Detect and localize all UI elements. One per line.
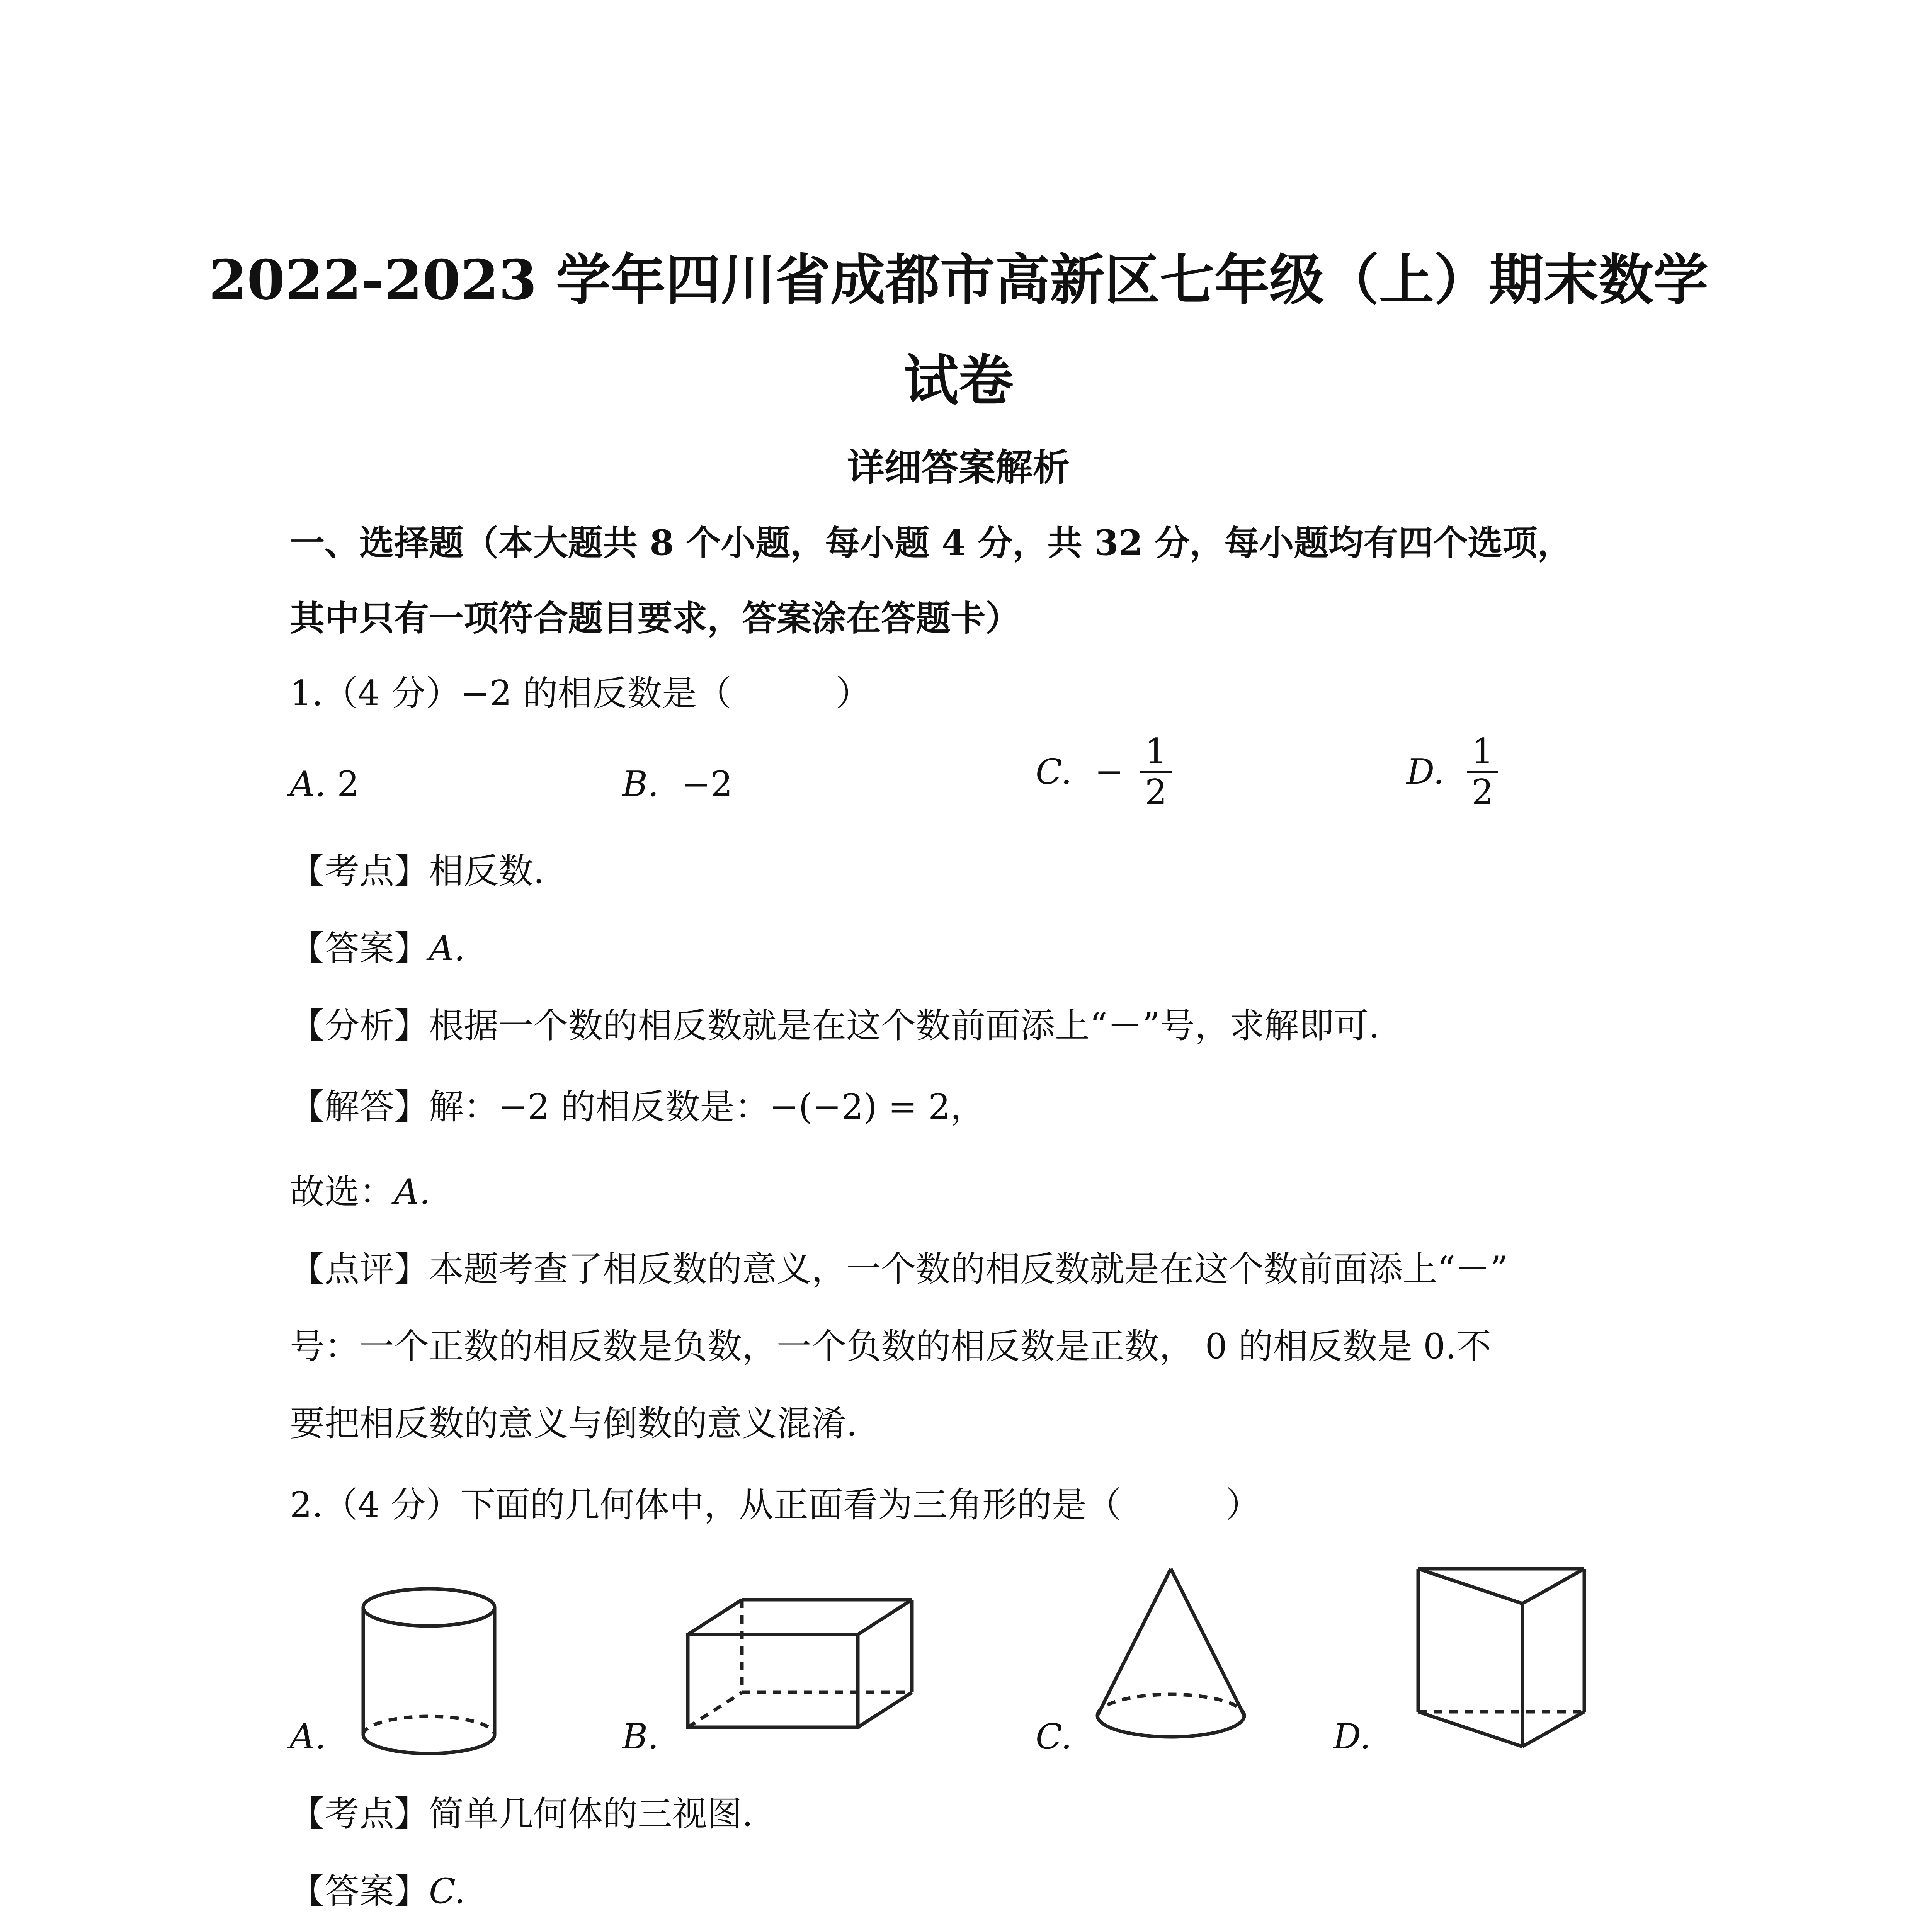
cylinder-icon: [352, 1580, 506, 1766]
q2-option-c-letter: C.: [1036, 1716, 1072, 1757]
q1-fenxi: 【分析】根据一个数的相反数就是在这个数前面添上“－”号，求解即可.: [290, 1005, 1380, 1046]
q1-option-c-sign: −: [1094, 752, 1124, 792]
page-title-line2: 试卷: [903, 349, 1014, 413]
q2-kaodian: 【考点】简单几何体的三视图.: [290, 1794, 753, 1834]
q1-guxuan-label: 故选：: [290, 1172, 394, 1212]
q1-option-d: [1407, 732, 1498, 812]
q1-answer: [290, 927, 465, 970]
q2-option-d-letter: D.: [1333, 1716, 1371, 1757]
q1-option-c: [1036, 732, 1172, 812]
q1-option-d-denominator: 2: [1471, 772, 1494, 813]
section-heading-line2: 其中只有一项符合题目要求，答案涂在答题卡）: [290, 598, 1020, 639]
q2-answer-label: 【答案】: [290, 1871, 429, 1912]
q1-guxuan: [290, 1171, 430, 1213]
q1-option-d-letter: D.: [1407, 752, 1444, 792]
q2-answer-value: C.: [429, 1871, 466, 1912]
q1-option-d-numerator: 1: [1467, 732, 1498, 773]
q1-dianping-line2: 号：一个正数的相反数是负数，一个负数的相反数是正数， 0 的相反数是 0.不: [290, 1326, 1491, 1367]
q1-stem: 1.（4 分）−2 的相反数是（ ）: [290, 673, 871, 714]
q1-answer-label: 【答案】: [290, 928, 429, 969]
q1-option-a-value: 2: [337, 764, 359, 804]
q1-option-b-value: −2: [681, 764, 733, 804]
q1-option-c-letter: C.: [1036, 752, 1072, 792]
q1-option-c-numerator: 1: [1140, 732, 1172, 773]
q2-option-b-letter: B.: [622, 1716, 659, 1757]
q2-stem: 2.（4 分）下面的几何体中，从正面看为三角形的是（ ）: [290, 1485, 1260, 1525]
q1-option-b-letter: B.: [622, 764, 659, 804]
q1-option-c-fraction: [1140, 732, 1172, 812]
q1-answer-value: A.: [429, 928, 465, 969]
q1-option-d-fraction: [1467, 732, 1498, 812]
q1-dianping-line3: 要把相反数的意义与倒数的意义混淆.: [290, 1403, 857, 1444]
q1-option-b: [622, 763, 733, 806]
q2-answer: [290, 1870, 465, 1913]
section-heading-line1: 一、选择题（本大题共 8 个小题，每小题 4 分，共 32 分，每小题均有四个选项，: [290, 522, 1572, 563]
q1-option-a-letter: A.: [290, 764, 326, 804]
page-title-line1: 2022-2023 学年四川省成都市高新区七年级（上）期末数学: [209, 248, 1708, 312]
page-subtitle: 详细答案解析: [847, 446, 1070, 489]
q1-kaodian: 【考点】相反数.: [290, 851, 544, 891]
q1-option-a: [290, 763, 359, 806]
q1-dianping-line1: 【点评】本题考查了相反数的意义，一个数的相反数就是在这个数前面添上“－”: [290, 1249, 1508, 1289]
q2-option-a-letter: A.: [290, 1716, 326, 1757]
q1-guxuan-value: A.: [394, 1172, 430, 1212]
q1-option-c-denominator: 2: [1145, 772, 1167, 813]
rectangular-prism-icon: [676, 1592, 927, 1739]
cone-icon: [1086, 1561, 1256, 1754]
q1-jieda: 【解答】解：−2 的相反数是：−(−2) = 2，: [290, 1087, 985, 1127]
triangular-prism-icon: [1407, 1561, 1600, 1762]
